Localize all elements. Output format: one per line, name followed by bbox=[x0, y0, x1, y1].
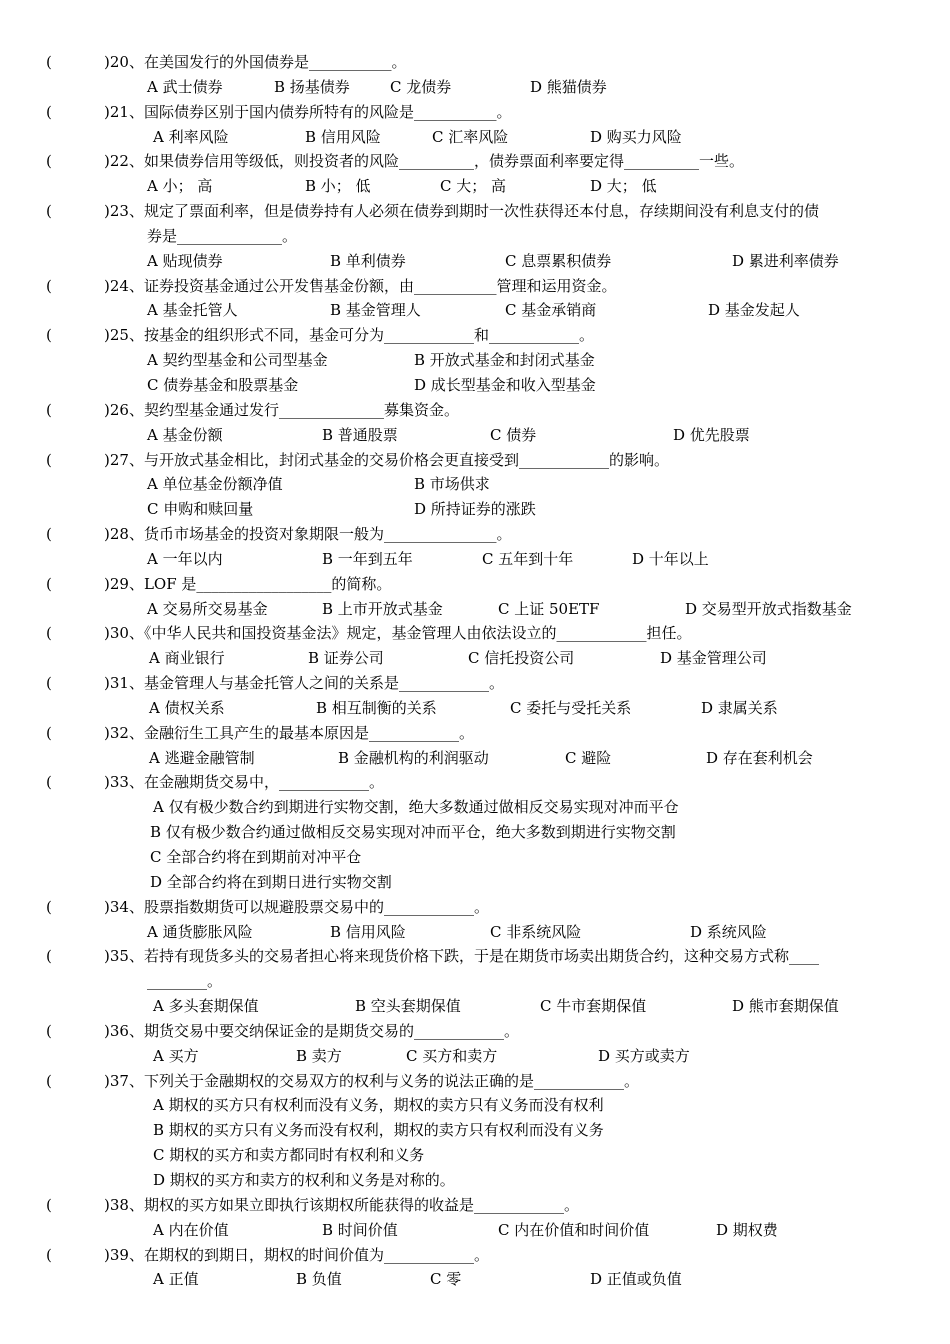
question-stem: )34、股票指数期货可以规避股票交易中的____________。 bbox=[104, 897, 489, 916]
question bbox=[0, 770, 950, 894]
answer-option[interactable]: D 期权的买方和卖方的权利和义务是对称的。 bbox=[153, 1170, 455, 1189]
answer-option[interactable]: D 买方或卖方 bbox=[598, 1046, 690, 1065]
question-stem: )20、在美国发行的外国债券是___________。 bbox=[104, 53, 407, 71]
answer-paren-open[interactable]: ( bbox=[46, 1071, 52, 1090]
question-stem-line bbox=[0, 1243, 950, 1268]
answer-option[interactable]: B 信用风险 bbox=[305, 127, 381, 146]
answer-paren-open[interactable]: ( bbox=[46, 102, 52, 121]
answer-option[interactable]: B 扬基债券 bbox=[274, 77, 350, 96]
options-row bbox=[0, 820, 950, 845]
answer-option[interactable]: D 基金发起人 bbox=[708, 301, 800, 320]
question-stem-line bbox=[0, 323, 950, 348]
options-row bbox=[0, 994, 950, 1019]
answer-option[interactable]: C 五年到十年 bbox=[482, 549, 574, 568]
answer-option[interactable]: D 交易型开放式指数基金 bbox=[685, 599, 852, 618]
options-row bbox=[0, 1093, 950, 1118]
answer-option[interactable]: C 非系统风险 bbox=[490, 922, 582, 941]
answer-option[interactable]: C 内在价值和时间价值 bbox=[498, 1220, 650, 1239]
answer-option[interactable]: D 期权费 bbox=[716, 1220, 778, 1239]
answer-paren-open[interactable]: ( bbox=[46, 947, 52, 966]
answer-option[interactable]: D 熊市套期保值 bbox=[732, 997, 839, 1016]
answer-option[interactable]: C 债券 bbox=[490, 425, 537, 444]
answer-option[interactable]: A 多头套期保值 bbox=[153, 997, 259, 1016]
options-row bbox=[0, 746, 950, 771]
question-stem: )30、《中华人民共和国投资基金法》规定，基金管理人由依法设立的____________担任。 bbox=[104, 624, 692, 643]
question bbox=[0, 671, 950, 721]
answer-option[interactable]: B 负值 bbox=[296, 1270, 342, 1289]
answer-option[interactable]: A 通货膨胀风险 bbox=[147, 922, 253, 941]
answer-option[interactable]: C 避险 bbox=[565, 748, 612, 767]
question-stem: )35、若持有现货多头的交易者担心将来现货价格下跌，于是在期货市场卖出期货合约，这种交易方式称____ bbox=[104, 947, 819, 966]
answer-option[interactable]: B 相互制衡的关系 bbox=[316, 698, 437, 717]
answer-option[interactable]: B 期权的买方只有义务而没有权利，期权的卖方只有权利而没有义务 bbox=[153, 1121, 604, 1140]
answer-paren-open[interactable]: ( bbox=[46, 53, 52, 71]
answer-option[interactable]: A 正值 bbox=[153, 1270, 199, 1289]
question bbox=[0, 522, 950, 572]
answer-paren-open[interactable]: ( bbox=[46, 276, 52, 295]
answer-option[interactable]: D 系统风险 bbox=[690, 922, 767, 941]
options-row bbox=[0, 373, 950, 398]
question-stem-line bbox=[0, 522, 950, 547]
options-row bbox=[0, 348, 950, 373]
answer-option[interactable]: A 内在价值 bbox=[153, 1220, 229, 1239]
answer-option[interactable]: A 买方 bbox=[153, 1046, 199, 1065]
answer-paren-open[interactable]: ( bbox=[46, 624, 52, 643]
answer-option[interactable]: D 所持证券的涨跌 bbox=[414, 500, 536, 519]
answer-option[interactable]: A 单位基金份额净值 bbox=[147, 475, 283, 494]
options-row bbox=[0, 249, 950, 274]
question bbox=[0, 1243, 950, 1293]
answer-option[interactable]: C 申购和赎回量 bbox=[147, 500, 254, 519]
options-row bbox=[0, 696, 950, 721]
question-stem-line bbox=[0, 274, 950, 299]
answer-option[interactable]: A 武士债券 bbox=[147, 77, 223, 96]
options-row bbox=[0, 845, 950, 870]
answer-option[interactable]: C 委托与受托关系 bbox=[510, 698, 632, 717]
answer-option[interactable]: B 一年到五年 bbox=[322, 549, 413, 568]
question bbox=[0, 149, 950, 199]
options-row bbox=[0, 174, 950, 199]
question bbox=[0, 398, 950, 448]
answer-option[interactable]: D 隶属关系 bbox=[701, 698, 778, 717]
options-row bbox=[0, 1267, 950, 1292]
answer-option[interactable]: C 大； 高 bbox=[440, 177, 507, 196]
question-stem-line bbox=[0, 621, 950, 646]
question-stem: )38、期权的买方如果立即执行该期权所能获得的收益是____________。 bbox=[104, 1195, 579, 1214]
answer-option[interactable]: B 单利债券 bbox=[330, 251, 406, 270]
question bbox=[0, 621, 950, 671]
answer-option[interactable]: A 基金份额 bbox=[147, 425, 223, 444]
answer-option[interactable]: C 息票累积债券 bbox=[505, 251, 612, 270]
answer-option[interactable]: C 牛市套期保值 bbox=[540, 997, 647, 1016]
question-stem: )33、在金融期货交易中，____________。 bbox=[104, 773, 384, 792]
question-stem: )24、证券投资基金通过公开发售基金份额，由___________管理和运用资金。 bbox=[104, 276, 617, 295]
answer-paren-open[interactable]: ( bbox=[46, 674, 52, 693]
question-stem-line bbox=[0, 770, 950, 795]
question-stem: )32、金融衍生工具产生的最基本原因是____________。 bbox=[104, 723, 474, 742]
answer-paren-open[interactable]: ( bbox=[46, 1245, 52, 1264]
question-stem-line bbox=[0, 100, 950, 125]
question bbox=[0, 1069, 950, 1193]
question-stem: )22、如果债券信用等级低，则投资者的风险__________，债券票面利率要定得__________一些。 bbox=[104, 152, 744, 171]
answer-option[interactable]: C 上证 50ETF bbox=[498, 599, 600, 618]
question-stem-line bbox=[0, 199, 950, 224]
answer-paren-open[interactable]: ( bbox=[46, 1021, 52, 1040]
answer-option[interactable]: D 正值或负值 bbox=[590, 1270, 682, 1289]
answer-option[interactable]: C 债券基金和股票基金 bbox=[147, 375, 299, 394]
question-stem-line bbox=[0, 50, 950, 75]
answer-option[interactable]: B 基金管理人 bbox=[330, 301, 421, 320]
options-row bbox=[0, 646, 950, 671]
question-stem: )37、下列关于金融期权的交易双方的权利与义务的说法正确的是____________。 bbox=[104, 1071, 639, 1090]
answer-paren-open[interactable]: ( bbox=[46, 723, 52, 742]
options-row bbox=[0, 125, 950, 150]
answer-option[interactable]: D 大； 低 bbox=[590, 177, 657, 196]
question-stem-line bbox=[0, 895, 950, 920]
answer-option[interactable]: B 信用风险 bbox=[330, 922, 406, 941]
answer-paren-open[interactable]: ( bbox=[46, 525, 52, 544]
question bbox=[0, 199, 950, 274]
question-stem-line bbox=[0, 1019, 950, 1044]
answer-option[interactable]: B 空头套期保值 bbox=[355, 997, 461, 1016]
answer-paren-open[interactable]: ( bbox=[46, 152, 52, 171]
question bbox=[0, 448, 950, 523]
answer-paren-open[interactable]: ( bbox=[46, 202, 52, 221]
answer-option[interactable]: A 交易所交易基金 bbox=[147, 599, 268, 618]
answer-option[interactable]: A 一年以内 bbox=[147, 549, 223, 568]
question-stem-line bbox=[0, 944, 950, 969]
answer-option[interactable]: D 基金管理公司 bbox=[660, 649, 767, 668]
question-stem: )39、在期权的到期日，期权的时间价值为____________。 bbox=[104, 1245, 489, 1264]
answer-option[interactable]: A 仅有极少数合约到期进行实物交割，绝大多数通过做相反交易实现对冲而平仓 bbox=[153, 798, 679, 817]
question-stem-line bbox=[0, 1069, 950, 1094]
answer-option[interactable]: A 期权的买方只有权利而没有义务，期权的卖方只有义务而没有权利 bbox=[153, 1096, 604, 1115]
question bbox=[0, 323, 950, 398]
answer-paren-open[interactable]: ( bbox=[46, 1195, 52, 1214]
answer-option[interactable]: A 契约型基金和公司型基金 bbox=[147, 351, 328, 370]
question-stem-continued: ________。 bbox=[147, 972, 223, 991]
question-stem: )36、期货交易中要交纳保证金的是期货交易的____________。 bbox=[104, 1021, 519, 1040]
answer-option[interactable]: B 小； 低 bbox=[305, 177, 371, 196]
options-row bbox=[0, 920, 950, 945]
options-row bbox=[0, 1044, 950, 1069]
answer-option[interactable]: D 十年以上 bbox=[632, 549, 709, 568]
question-stem: )28、货币市场基金的投资对象期限一般为_______________。 bbox=[104, 525, 512, 544]
question-stem-continued-line bbox=[0, 969, 950, 994]
options-row bbox=[0, 547, 950, 572]
question bbox=[0, 1193, 950, 1243]
question-stem-line bbox=[0, 671, 950, 696]
answer-paren-open[interactable]: ( bbox=[46, 897, 52, 916]
question bbox=[0, 100, 950, 150]
answer-option[interactable]: B 开放式基金和封闭式基金 bbox=[414, 351, 595, 370]
answer-paren-open[interactable]: ( bbox=[46, 450, 52, 469]
answer-option[interactable]: D 全部合约将在到期日进行实物交割 bbox=[150, 872, 392, 891]
options-row bbox=[0, 298, 950, 323]
answer-option[interactable]: A 债权关系 bbox=[149, 698, 225, 717]
question-stem: )21、国际债券区别于国内债券所特有的风险是___________。 bbox=[104, 102, 512, 121]
answer-option[interactable]: B 仅有极少数合约通过做相反交易实现对冲而平仓，绝大多数到期进行实物交割 bbox=[150, 823, 676, 842]
question-stem-continued: 券是______________。 bbox=[147, 226, 298, 245]
question-stem-continued-line bbox=[0, 224, 950, 249]
question bbox=[0, 274, 950, 324]
answer-option[interactable]: B 市场供求 bbox=[414, 475, 490, 494]
question-stem-line bbox=[0, 1193, 950, 1218]
question bbox=[0, 895, 950, 945]
answer-option[interactable]: C 基金承销商 bbox=[505, 301, 597, 320]
answer-option[interactable]: C 龙债券 bbox=[390, 77, 452, 96]
answer-option[interactable]: D 存在套利机会 bbox=[706, 748, 813, 767]
answer-option[interactable]: B 时间价值 bbox=[322, 1220, 398, 1239]
answer-option[interactable]: C 汇率风险 bbox=[432, 127, 509, 146]
answer-option[interactable]: A 小； 高 bbox=[147, 177, 213, 196]
options-row bbox=[0, 795, 950, 820]
answer-option[interactable]: C 信托投资公司 bbox=[468, 649, 575, 668]
answer-option[interactable]: D 累进利率债券 bbox=[732, 251, 839, 270]
answer-option[interactable]: A 利率风险 bbox=[153, 127, 229, 146]
question-stem: )29、LOF 是__________________的简称。 bbox=[104, 574, 392, 593]
question-stem: )23、规定了票面利率，但是债券持有人必须在债券到期时一次性获得还本付息，存续期间没有利息支付的债 bbox=[104, 202, 819, 221]
options-row bbox=[0, 597, 950, 622]
question bbox=[0, 572, 950, 622]
answer-option[interactable]: C 买方和卖方 bbox=[406, 1046, 498, 1065]
options-row bbox=[0, 1118, 950, 1143]
options-row bbox=[0, 75, 950, 100]
question-list bbox=[0, 50, 950, 1292]
question bbox=[0, 944, 950, 1019]
options-row bbox=[0, 423, 950, 448]
answer-option[interactable]: C 期权的买方和卖方都同时有权利和义务 bbox=[153, 1146, 425, 1165]
answer-option[interactable]: B 普通股票 bbox=[322, 425, 398, 444]
answer-option[interactable]: D 熊猫债券 bbox=[530, 77, 607, 96]
question bbox=[0, 50, 950, 100]
question bbox=[0, 1019, 950, 1069]
answer-paren-open[interactable]: ( bbox=[46, 326, 52, 345]
answer-paren-open[interactable]: ( bbox=[46, 400, 52, 419]
answer-option[interactable]: B 证券公司 bbox=[308, 649, 384, 668]
answer-paren-open[interactable]: ( bbox=[46, 574, 52, 593]
options-row bbox=[0, 497, 950, 522]
answer-option[interactable]: A 贴现债券 bbox=[147, 251, 223, 270]
question-stem: )26、契约型基金通过发行______________募集资金。 bbox=[104, 400, 459, 419]
answer-paren-open[interactable]: ( bbox=[46, 773, 52, 792]
options-row bbox=[0, 870, 950, 895]
question-stem-line bbox=[0, 721, 950, 746]
answer-option[interactable]: D 购买力风险 bbox=[590, 127, 682, 146]
question-stem-line bbox=[0, 448, 950, 473]
answer-option[interactable]: B 金融机构的利润驱动 bbox=[338, 748, 489, 767]
answer-option[interactable]: A 商业银行 bbox=[149, 649, 225, 668]
answer-option[interactable]: C 全部合约将在到期前对冲平仓 bbox=[150, 848, 362, 866]
question-stem-line bbox=[0, 572, 950, 597]
options-row bbox=[0, 1143, 950, 1168]
answer-option[interactable]: A 基金托管人 bbox=[147, 301, 238, 320]
answer-option[interactable]: D 成长型基金和收入型基金 bbox=[414, 375, 596, 394]
question-stem: )27、与开放式基金相比，封闭式基金的交易价格会更直接受到____________的影响。 bbox=[104, 450, 669, 469]
question-stem-line bbox=[0, 398, 950, 423]
options-row bbox=[0, 1168, 950, 1193]
question-stem: )25、按基金的组织形式不同，基金可分为____________和____________。 bbox=[104, 326, 594, 345]
question bbox=[0, 721, 950, 771]
question-stem: )31、基金管理人与基金托管人之间的关系是____________。 bbox=[104, 674, 504, 693]
options-row bbox=[0, 1218, 950, 1243]
answer-option[interactable]: B 卖方 bbox=[296, 1046, 342, 1065]
answer-option[interactable]: A 逃避金融管制 bbox=[149, 748, 255, 767]
answer-option[interactable]: C 零 bbox=[430, 1270, 462, 1289]
question-stem-line bbox=[0, 149, 950, 174]
options-row bbox=[0, 472, 950, 497]
answer-option[interactable]: D 优先股票 bbox=[673, 425, 750, 444]
answer-option[interactable]: B 上市开放式基金 bbox=[322, 599, 443, 618]
